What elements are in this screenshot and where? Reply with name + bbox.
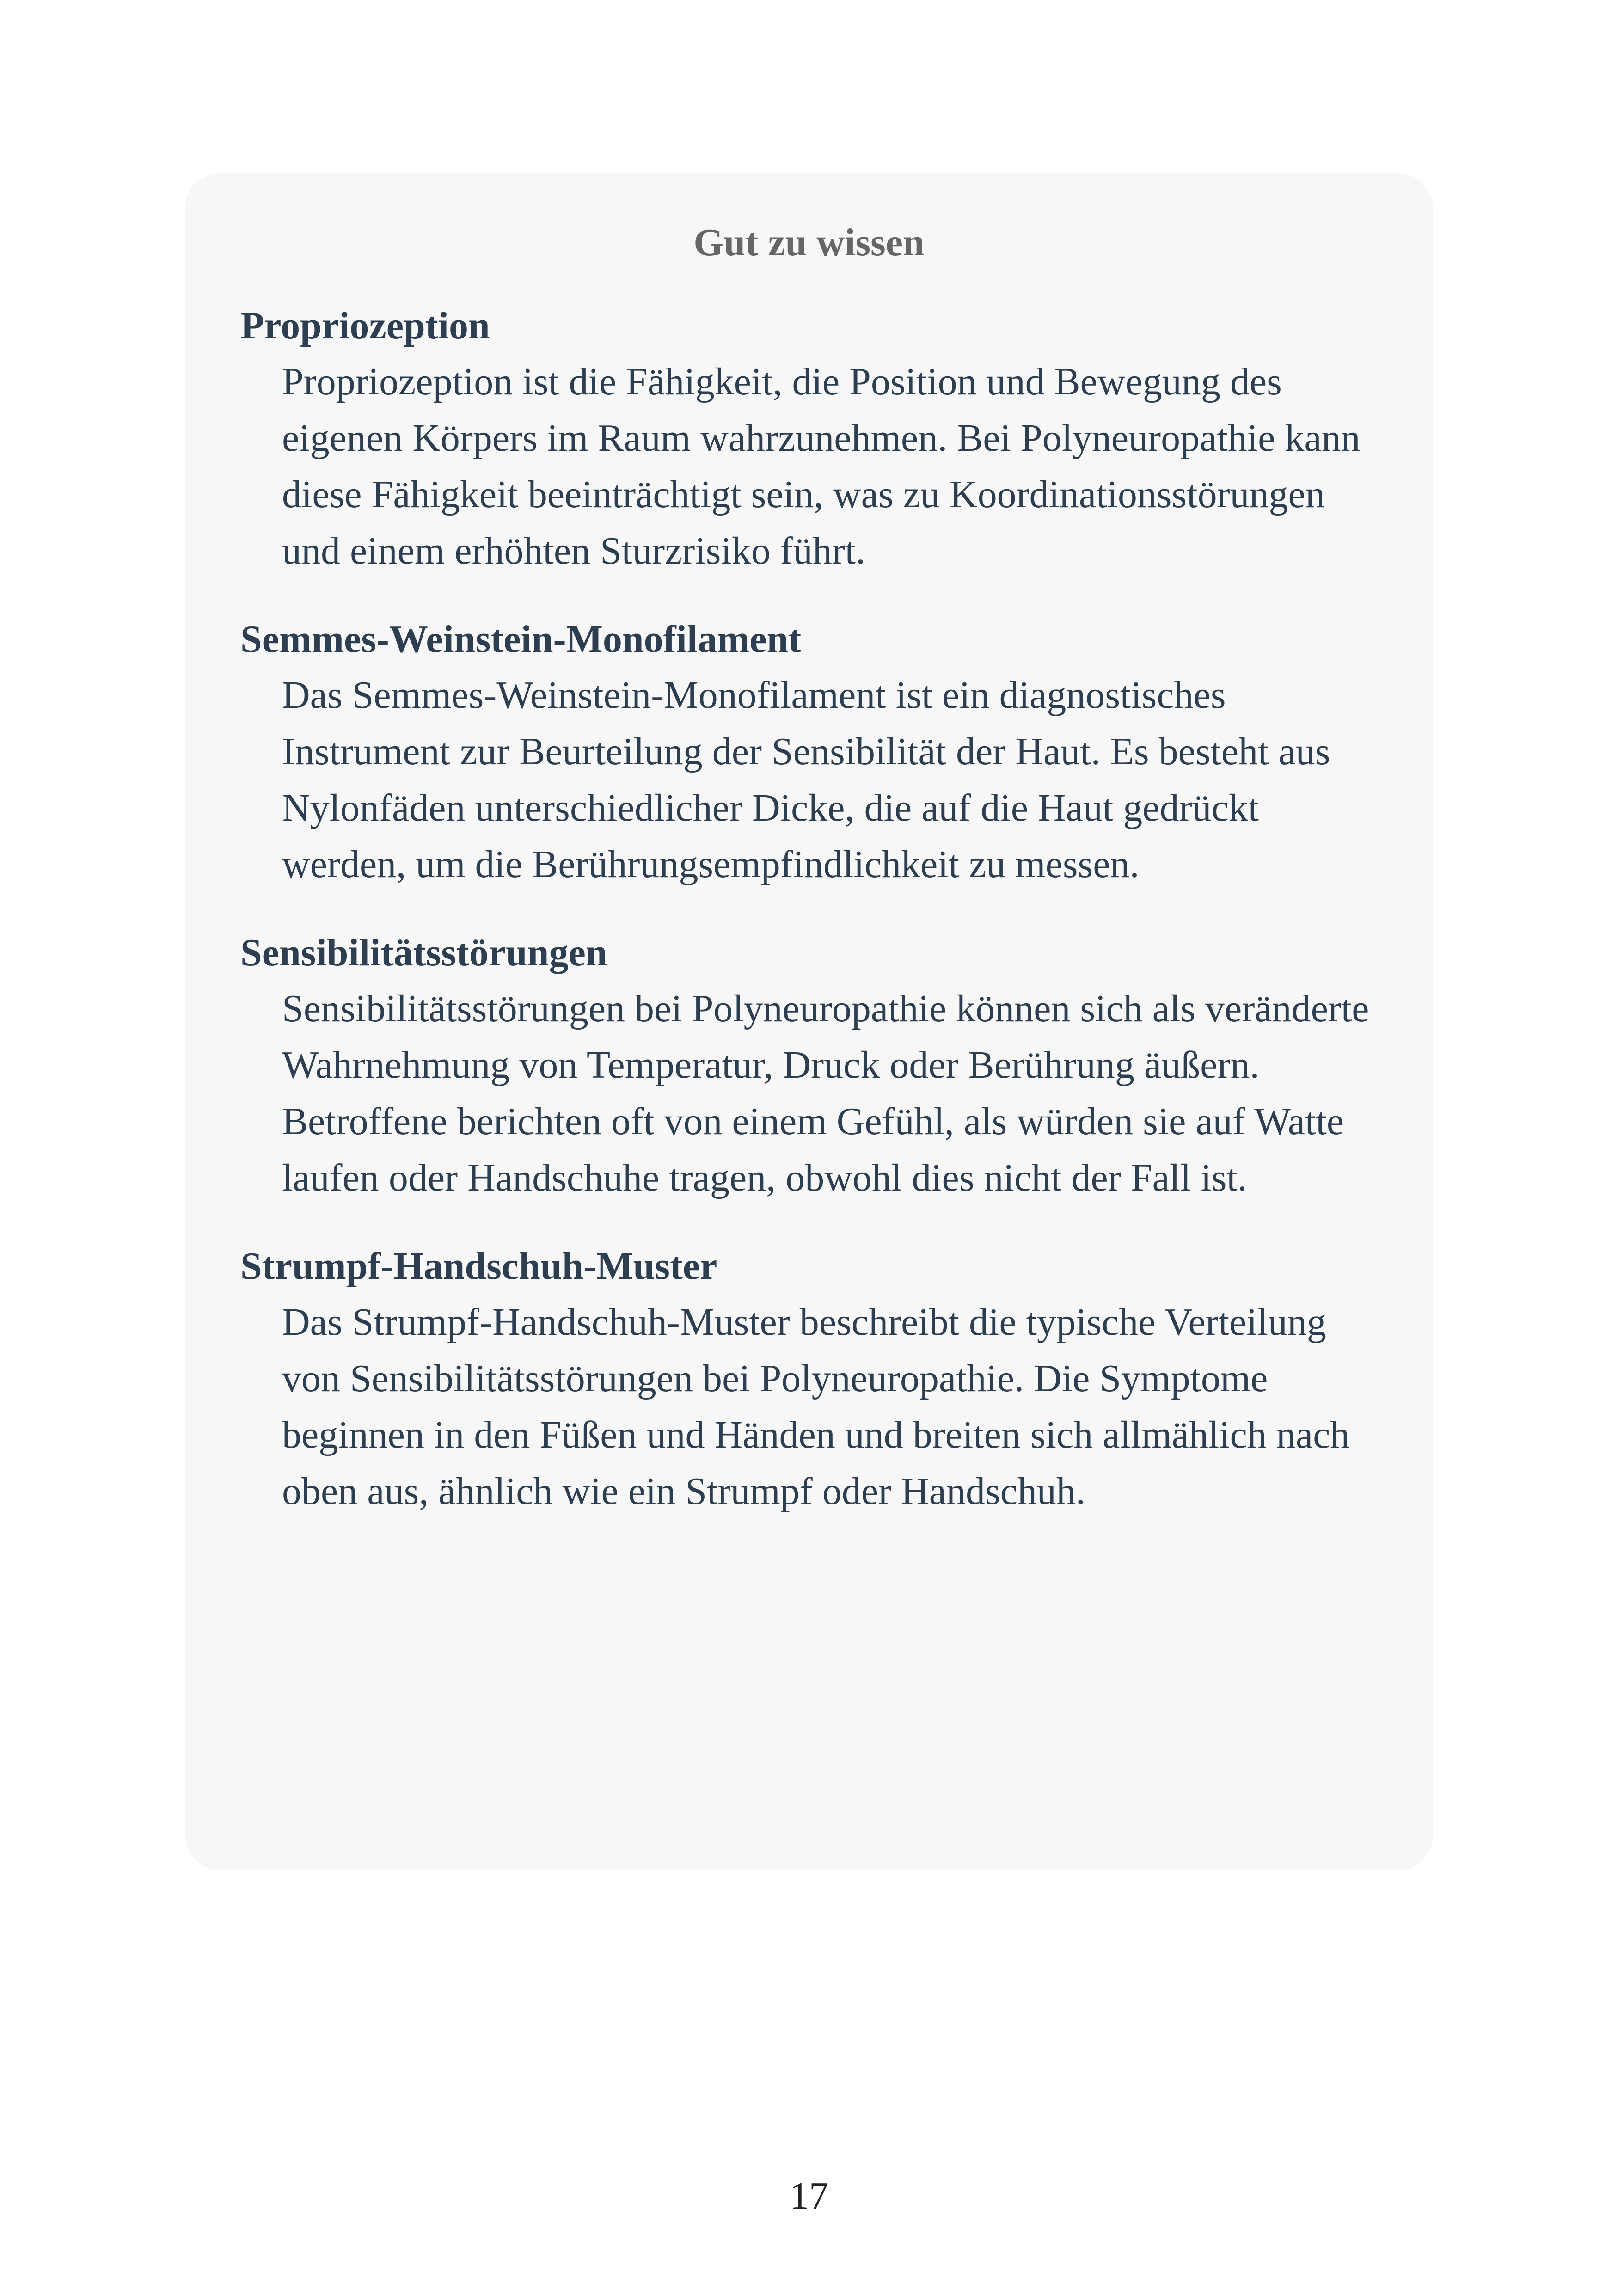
page-number: 17 [790, 2174, 828, 2217]
glossary-definition: Das Strumpf-Handschuh-Muster beschreibt die typische Verteilung von Sensibilitätsstörungen bei Polyneuropathie. Die Symptome beginnen in den Füßen und Händen und breiten sich allmählich nach oben aus, ähnlich wie ein Strumpf oder Handschuh. [282, 1301, 1350, 1513]
glossary-term: Propriozeption [240, 304, 490, 347]
glossary-entry-strumpf-handschuh-muster [240, 1239, 1378, 1520]
glossary-definition: Propriozeption ist die Fähigkeit, die Position und Bewegung des eigenen Körpers im Raum wahrzunehmen. Bei Polyneuropathie kann diese Fähigkeit beeinträchtigt sein, was zu Koordinationsstörungen und einem erhöhten Sturzrisiko führt. [282, 360, 1361, 572]
glossary-entry-monofilament [240, 612, 1378, 893]
glossary-term: Semmes-Weinstein-Monofilament [240, 618, 802, 661]
glossary-definition: Das Semmes-Weinstein-Monofilament ist ein diagnostisches Instrument zur Beurteilung der Sensibilität der Haut. Es besteht aus Nylonfäden unterschiedlicher Dicke, die auf die Haut gedrückt werden, um die Berührungsempfindlichkeit zu messen. [282, 674, 1330, 886]
glossary-term: Sensibilitätsstörungen [240, 931, 607, 974]
glossary-definition: Sensibilitätsstörungen bei Polyneuropathie können sich als veränderte Wahrnehmung von Temperatur, Druck oder Berührung äußern. Betroffene berichten oft von einem Gefühl, als würden sie auf Watte laufen oder Handschuhe tragen, obwohl dies nicht der Fall ist. [282, 987, 1369, 1199]
info-box-title: Gut zu wissen [693, 221, 925, 264]
glossary-entry-propriozeption [240, 298, 1378, 579]
info-box-gut-zu-wissen [185, 173, 1433, 1870]
glossary-term: Strumpf-Handschuh-Muster [240, 1245, 717, 1288]
glossary-entry-sensibilitaetsstoerungen [240, 925, 1378, 1206]
